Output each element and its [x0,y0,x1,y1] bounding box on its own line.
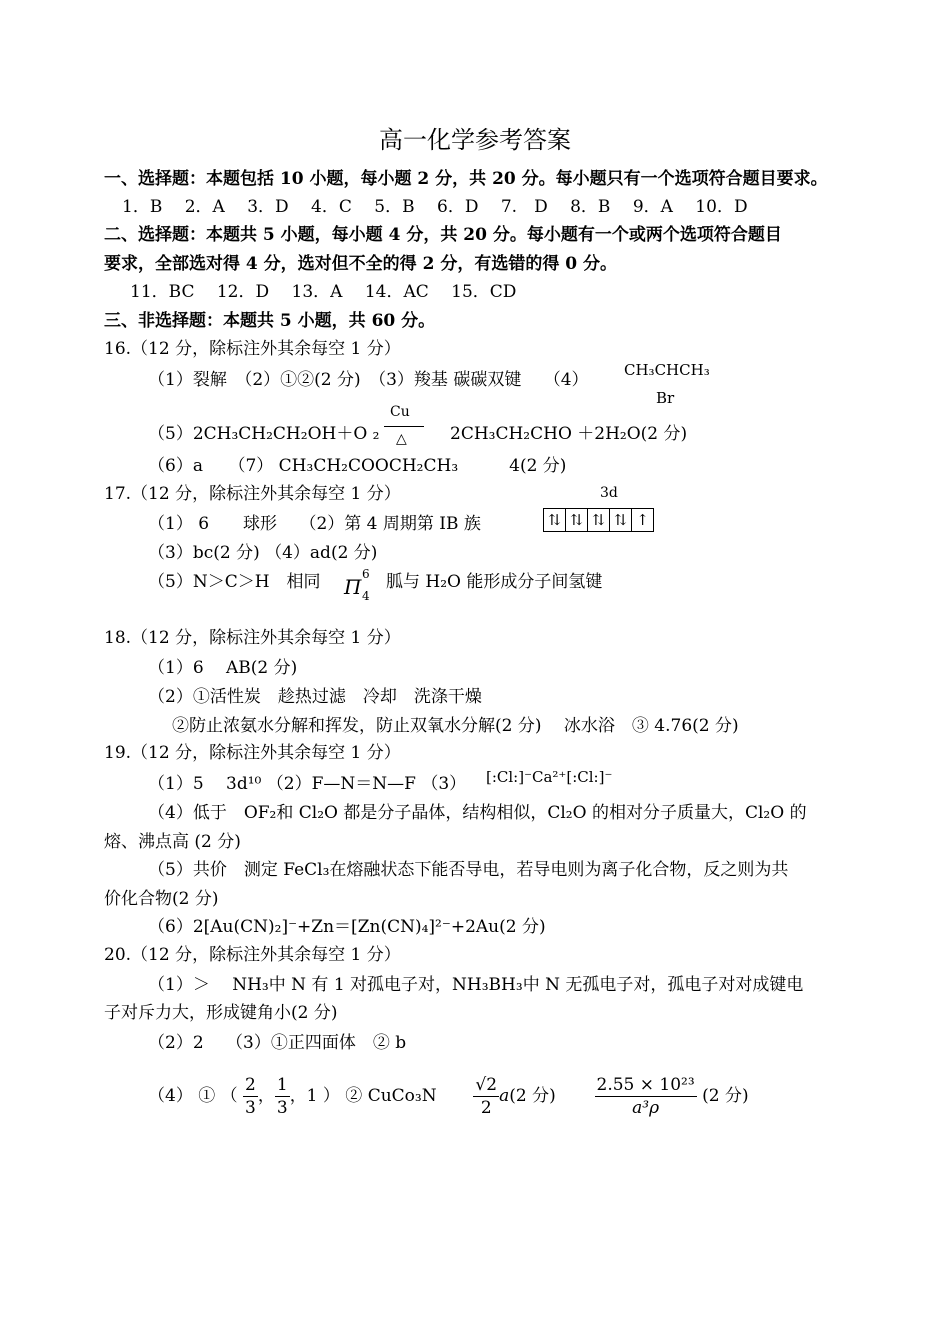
fraction-denominator: a³ρ [632,1098,660,1118]
orbital-box: ⇅ [609,508,632,532]
q16-bromo-formula: CH₃CHCH₃ [624,361,710,379]
q16-catalyst: Cu [390,404,410,420]
orbital-box: ⇅ [587,508,610,532]
q20-line2: 子对斥力大，形成键角小(2 分) [104,1003,338,1023]
q16-bromo-br: Br [656,389,675,407]
section-3-heading: 三、非选择题：本题共 5 小题，共 60 分。 [104,311,436,331]
q16-heat: △ [396,431,407,447]
q17-pi-symbol: Π [344,575,362,599]
q20-line4-prefix: （4） ① （ [148,1086,238,1106]
q16-line2-products: 2CH₃CH₂CHO ＋2H₂O(2 分) [450,424,688,444]
q16-line2-reactants: （5）2CH₃CH₂CH₂OH＋O ₂ [148,424,380,444]
distance-score: (2 分) [509,1086,556,1106]
orbital-box: ⇅ [543,508,566,532]
fraction-numerator: 1 [276,1075,288,1095]
q17-line3a: （5）N＞C＞H 相同 [148,572,321,592]
q16-line3: （6）a （7） CH₃CH₂COOCH₂CH₃ 4(2 分) [148,456,567,476]
q17-pi-subscript: 4 [362,589,370,603]
q17-line1: （1） 6 球形 （2）第 4 周期第 IB 族 [148,514,481,534]
q16-heading: 16.（12 分，除标注外其余每空 1 分） [104,339,401,359]
q20-line1: （1）＞ NH₃中 N 有 1 对孤电子对，NH₃BH₃中 N 无孤电子对，孤电子对对成键电 [148,975,804,995]
q20-line4-middle: ，1 ） ② CuCo₃N [289,1086,437,1106]
fraction-denominator: 2 [480,1098,492,1118]
q20-line4: （4） ① （ $\frac{2}{3}$ ， $\frac{1}{3}$ ，1 ） ② CuCo₃N $\frac{√2}{2}$ a(2 分) $\frac{\text{2.55 × 10²³}}{\text{a³ρ}}$ (2 分) [148,1075,749,1118]
q19-line3: 熔、沸点高 (2 分) [104,832,241,852]
q19-line5: 价化合物(2 分) [104,889,219,909]
coordinate-fraction-1 [243,1074,258,1119]
section-1-answers: 1．B 2．A 3．D 4．C 5．B 6．D 7. D 8．B 9．A 10．D [122,197,748,217]
q16-reaction-arrow [384,426,424,427]
q19-line2: （4）低于 OF₂和 Cl₂O 都是分子晶体，结构相似，Cl₂O 的相对分子质量大，Cl₂O 的 [148,803,807,823]
q17-line3b: 胍与 H₂O 能形成分子间氢键 [386,572,603,592]
fraction-denominator: 3 [245,1098,256,1118]
q19-line6: （6）2[Au(CN)₂]⁻+Zn＝[Zn(CN)₄]²⁻+2Au(2 分) [148,917,546,937]
q16-line1: （1）裂解 （2）①②(2 分) （3）羧基 碳碳双键 （4） [148,370,589,390]
section-2-heading-line2: 要求，全部选对得 4 分，选对但不全的得 2 分，有选错的得 0 分。 [104,254,617,274]
density-fraction [595,1074,697,1119]
section-2-answers: 11．BC 12．D 13．A 14．AC 15．CD [130,282,517,302]
q18-line2: （2）①活性炭 趁热过滤 冷却 洗涤干燥 [148,687,482,707]
orbital-box: ↑ [631,508,654,532]
q17-orbital-label: 3d [600,485,618,501]
distance-fraction [473,1074,499,1119]
q19-line1: （1）5 3d¹⁰ （2）F—N＝N—F （3） [148,774,467,794]
fraction-numerator: 2 [245,1075,256,1095]
orbital-box: ⇅ [565,508,588,532]
q17-orbital-diagram [544,508,654,532]
section-1-heading: 一、选择题：本题包括 10 小题，每小题 2 分，共 20 分。每小题只有一个选项符合题目要求。 [104,169,828,189]
q19-heading: 19.（12 分，除标注外其余每空 1 分） [104,743,401,763]
q17-line2: （3）bc(2 分) （4）ad(2 分) [148,543,378,563]
section-2-heading-line1: 二、选择题：本题共 5 小题，每小题 4 分，共 20 分。每小题有一个或两个选项符合题目 [104,225,782,245]
q18-line3: ②防止浓氨水分解和挥发，防止双氧水分解(2 分) 冰水浴 ③ 4.76(2 分) [172,716,739,736]
q19-line4: （5）共价 测定 FeCl₃在熔融状态下能否导电，若导电则为离子化合物，反之则为共 [148,860,789,880]
density-score: (2 分) [702,1086,749,1106]
q17-pi-superscript: 6 [362,567,370,581]
q19-electron-dot-formula: [:Cl:]⁻Ca²⁺[:Cl:]⁻ [486,768,613,786]
q18-heading: 18.（12 分，除标注外其余每空 1 分） [104,628,401,648]
fraction-numerator: √2 [475,1075,498,1095]
fraction-denominator: 3 [276,1098,288,1118]
q18-line1: （1）6 AB(2 分) [148,658,298,678]
q17-heading: 17.（12 分，除标注外其余每空 1 分） [104,484,401,504]
page-title: 高一化学参考答案 [379,126,571,154]
q20-heading: 20.（12 分，除标注外其余每空 1 分） [104,945,401,965]
fraction-numerator: 2.55 × 10²³ [596,1075,695,1095]
q20-line3: （2）2 （3）①正四面体 ② b [148,1033,407,1053]
distance-variable: a [499,1086,510,1106]
coordinate-fraction-2 [275,1074,290,1119]
